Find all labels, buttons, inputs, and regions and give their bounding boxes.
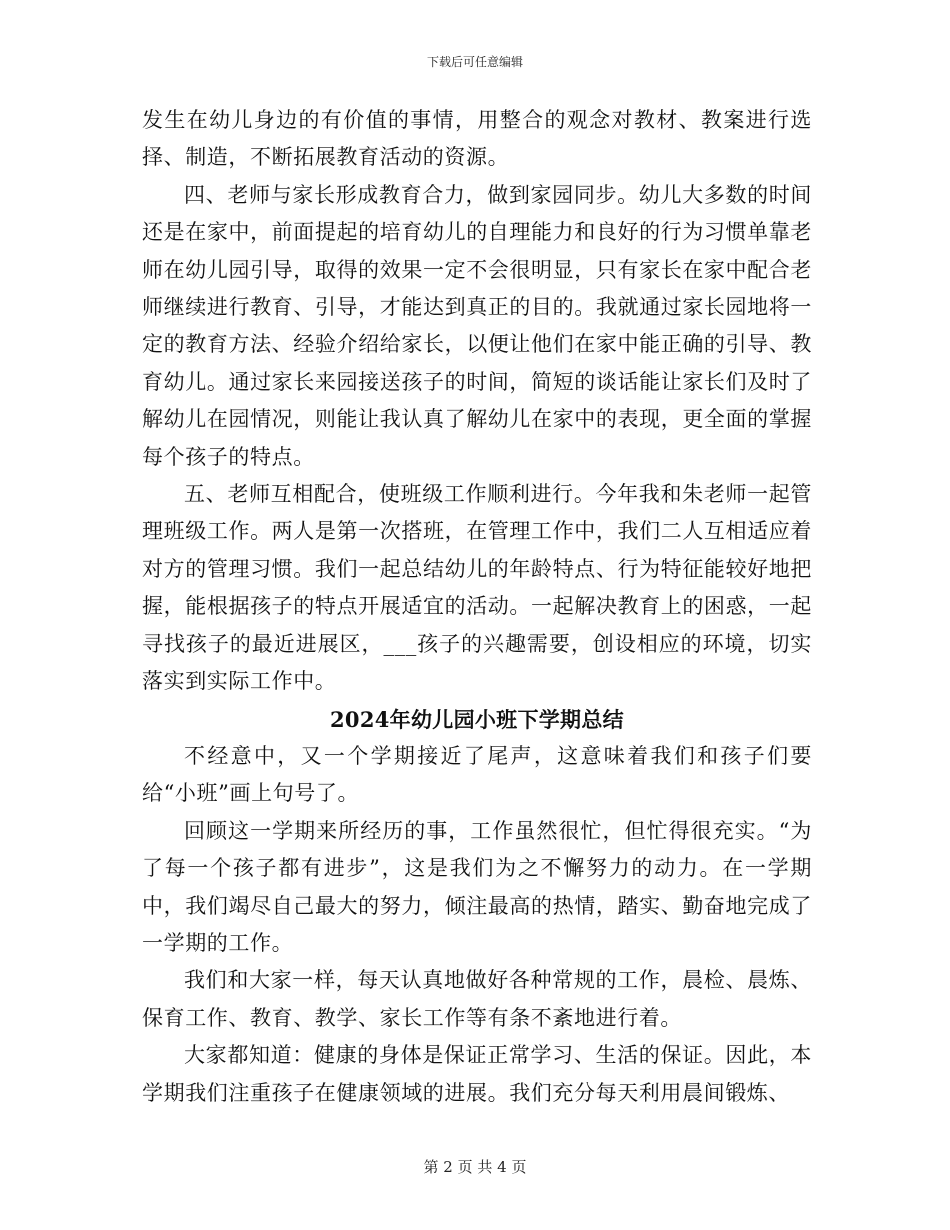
section-title: 2024年幼儿园小班下学期总结 <box>330 706 624 732</box>
paragraph-7: 大家都知道：健康的身体是保证正常学习、生活的保证。因此，本学期我们注重孩子在健康领域的进展。我们充分每天利用晨间锻炼、 <box>142 1043 812 1105</box>
paragraph-1: 发生在幼儿身边的有价值的事情，用整合的观念对教材、教案进行选择、制造，不断拓展教育活动的资源。 <box>142 108 812 170</box>
paragraph-6: 我们和大家一样，每天认真地做好各种常规的工作，晨检、晨炼、保育工作、教育、教学、家长工作等有条不紊地进行着。 <box>142 968 812 1030</box>
document-body <box>142 102 812 1112</box>
paragraph-2: 四、老师与家长形成教育合力，做到家园同步。幼儿大多数的时间还是在家中，前面提起的培育幼儿的自理能力和良好的行为习惯单靠老师在幼儿园引导，取得的效果一定不会很明显，只有家长在家中配合老师继续进行教育、引导，才能达到真正的目的。我就通过家长园地将一定的教育方法、经验介绍给家长，以便让他们在家中能正确的引导、教育幼儿。通过家长来园接送孩子的时间，简短的谈话能让家长们及时了解幼儿在园情况，则能让我认真了解幼儿在家中的表现，更全面的掌握每个孩子的特点。 <box>142 182 812 469</box>
paragraph-3: 五、老师互相配合，使班级工作顺利进行。今年我和朱老师一起管理班级工作。两人是第一次搭班，在管理工作中，我们二人互相适应着对方的管理习惯。我们一起总结幼儿的年龄特点、行为特征能较好地把握，能根据孩子的特点开展适宜的活动。一起解决教育上的困惑，一起寻找孩子的最近进展区，___孩子的兴趣需要，创设相应的环境，切实落实到实际工作中。 <box>142 482 812 694</box>
paragraph-5: 回顾这一学期来所经历的事，工作虽然很忙，但忙得很充实。“为了每一个孩子都有进步”，这是我们为之不懈努力的动力。在一学期中，我们竭尽自己最大的努力，倾注最高的热情，踏实、勤奋地完成了一学期的工作。 <box>142 818 812 955</box>
page-number: 第 2 页 共 4 页 <box>423 1158 527 1176</box>
paragraph-4: 不经意中，又一个学期接近了尾声，这意味着我们和孩子们要给“小班”画上句号了。 <box>142 743 812 806</box>
page-header-note: 下载后可任意编辑 <box>426 55 523 69</box>
